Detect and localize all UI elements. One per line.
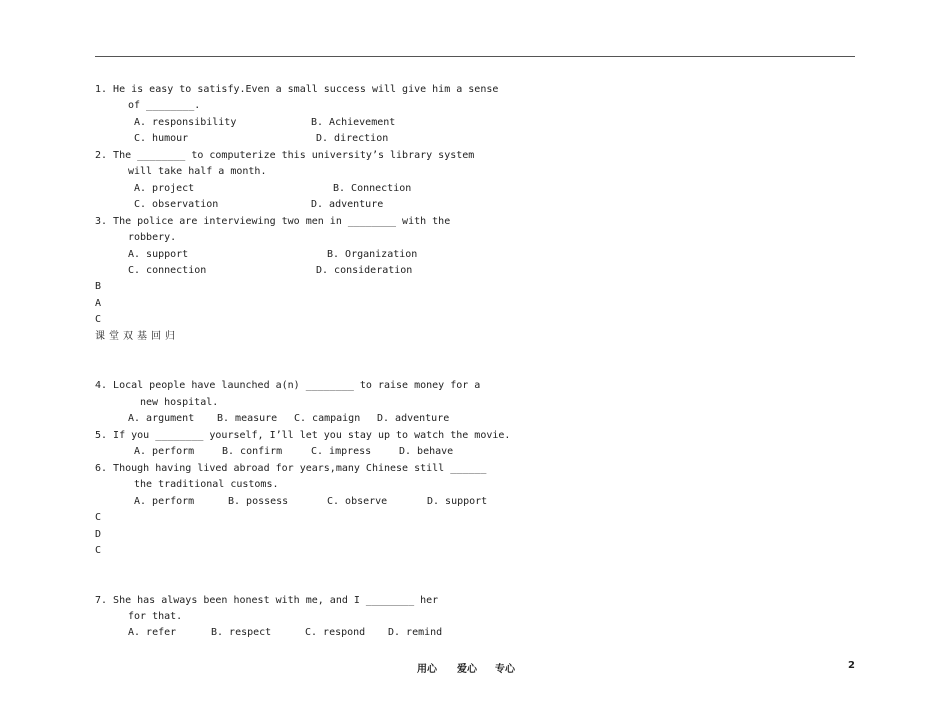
q2-option-b: B. Connection xyxy=(333,183,412,194)
q3-option-c: C. connection xyxy=(128,265,207,276)
footer-motto-1: 用心 xyxy=(417,664,437,675)
answer-3: C xyxy=(95,314,102,325)
q1-option-d: D. direction xyxy=(316,133,389,144)
answer-6: C xyxy=(95,545,102,556)
q6-option-b: B. possess xyxy=(228,496,289,507)
q1-option-c: C. humour xyxy=(134,133,189,144)
section-heading: 课堂双基回归 xyxy=(95,331,179,342)
q3-option-d: D. consideration xyxy=(316,265,413,276)
answer-4: C xyxy=(95,512,102,523)
q3-stem-cont: robbery. xyxy=(128,232,177,243)
q5-option-c: C. impress xyxy=(311,446,372,457)
q2-stem-cont: will take half a month. xyxy=(128,166,267,177)
q3-stem: 3. The police are interviewing two men in ________ with the xyxy=(95,216,451,227)
q7-option-c: C. respond xyxy=(305,627,366,638)
q1-option-a: A. responsibility xyxy=(134,117,237,128)
q6-option-a: A. perform xyxy=(134,496,195,507)
footer-motto-2: 爱心 xyxy=(457,664,477,675)
q6-option-d: D. support xyxy=(427,496,488,507)
q5-option-b: B. confirm xyxy=(222,446,283,457)
q2-stem: 2. The ________ to computerize this university’s library system xyxy=(95,150,475,161)
header-rule xyxy=(95,56,855,57)
q7-option-b: B. respect xyxy=(211,627,272,638)
q5-option-a: A. perform xyxy=(134,446,195,457)
q4-stem: 4. Local people have launched a(n) ________ to raise money for a xyxy=(95,380,481,391)
q6-option-c: C. observe xyxy=(327,496,388,507)
q2-option-a: A. project xyxy=(134,183,195,194)
q1-stem-cont: of ________. xyxy=(128,100,201,111)
q1-stem: 1. He is easy to satisfy.Even a small success will give him a sense xyxy=(95,84,499,95)
answer-1: B xyxy=(95,281,102,292)
answer-2: A xyxy=(95,298,102,309)
q6-stem: 6. Though having lived abroad for years,many Chinese still ______ xyxy=(95,463,487,474)
q2-option-c: C. observation xyxy=(134,199,219,210)
q2-option-d: D. adventure xyxy=(311,199,384,210)
footer-motto-3: 专心 xyxy=(495,664,515,675)
q4-option-b: B. measure xyxy=(217,413,278,424)
q7-option-d: D. remind xyxy=(388,627,443,638)
q1-option-b: B. Achievement xyxy=(311,117,396,128)
q4-option-d: D. adventure xyxy=(377,413,450,424)
page-number: 2 xyxy=(848,660,855,671)
q3-option-a: A. support xyxy=(128,249,189,260)
q5-stem: 5. If you ________ yourself, I’ll let you stay up to watch the movie. xyxy=(95,430,511,441)
q4-option-c: C. campaign xyxy=(294,413,361,424)
answer-5: D xyxy=(95,529,102,540)
q7-stem: 7. She has always been honest with me, and I ________ her xyxy=(95,595,439,606)
q4-option-a: A. argument xyxy=(128,413,195,424)
q7-option-a: A. refer xyxy=(128,627,177,638)
q6-stem-cont: the traditional customs. xyxy=(134,479,279,490)
q7-stem-cont: for that. xyxy=(128,611,183,622)
q3-option-b: B. Organization xyxy=(327,249,418,260)
q4-stem-cont: new hospital. xyxy=(140,397,219,408)
q5-option-d: D. behave xyxy=(399,446,454,457)
